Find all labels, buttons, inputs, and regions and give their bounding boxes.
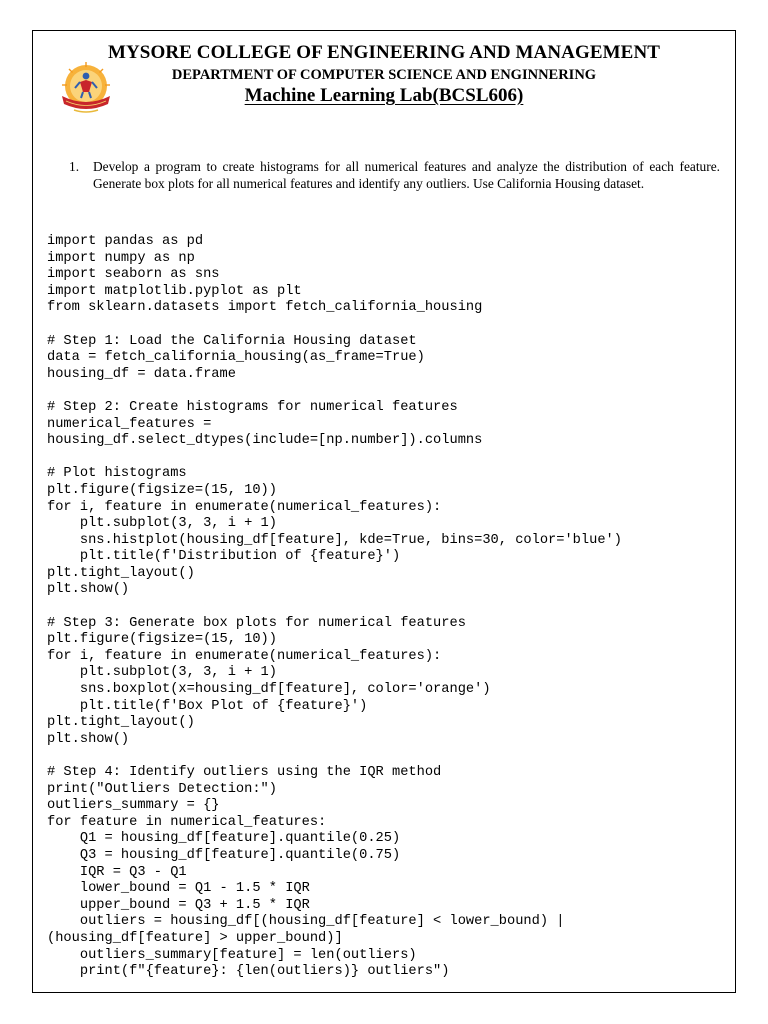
code-line: housing_df.select_dtypes(include=[np.number]).columns	[47, 433, 483, 449]
question-number: 1.	[69, 159, 80, 174]
code-line: # Step 3: Generate box plots for numerical features	[47, 615, 466, 631]
code-line: plt.figure(figsize=(15, 10))	[47, 632, 277, 648]
code-line: (housing_df[feature] > upper_bound)]	[47, 930, 343, 946]
code-line: outliers = housing_df[(housing_df[feature] < lower_bound) |	[47, 914, 565, 930]
code-line: housing_df = data.frame	[47, 366, 236, 382]
code-line: print(f"{feature}: {len(outliers)} outliers")	[47, 964, 450, 980]
code-line: import pandas as pd	[47, 234, 204, 249]
code-line: print("Outliers Detection:")	[47, 781, 277, 797]
code-line: # Step 1: Load the California Housing dataset	[47, 333, 417, 349]
code-line: for i, feature in enumerate(numerical_features):	[47, 648, 442, 664]
code-line: for i, feature in enumerate(numerical_features):	[47, 499, 442, 515]
code-line: import numpy as np	[47, 250, 195, 266]
code-line: Q1 = housing_df[feature].quantile(0.25)	[47, 831, 401, 847]
code-line: # Plot histograms	[47, 466, 187, 482]
lab-title: Machine Learning Lab(BCSL606)	[244, 85, 524, 106]
code-line: plt.title(f'Box Plot of {feature}')	[47, 698, 368, 714]
code-line: import seaborn as sns	[47, 267, 220, 283]
code-line: # Step 4: Identify outliers using the IQR method	[47, 765, 442, 780]
code-block	[47, 234, 622, 981]
code-line: plt.title(f'Distribution of {feature}')	[47, 549, 401, 565]
code-line: # Step 2: Create histograms for numerical features	[47, 399, 458, 415]
department-name: DEPARTMENT OF COMPUTER SCIENCE AND ENGINNERING	[171, 67, 597, 83]
code-line: outliers_summary = {}	[47, 798, 220, 814]
code-line: import matplotlib.pyplot as plt	[47, 283, 302, 299]
code-line: plt.subplot(3, 3, i + 1)	[47, 665, 277, 681]
code-line: lower_bound = Q1 - 1.5 * IQR	[47, 881, 310, 897]
code-line: plt.tight_layout()	[47, 565, 195, 581]
code-line: numerical_features =	[47, 416, 212, 432]
question-text: Develop a program to create histograms for all numerical features and analyze the distribution of each feature. Generate box plots for all numerical features and identify any outliers. Use California Housing dataset.	[93, 159, 720, 191]
code-line: from sklearn.datasets import fetch_california_housing	[47, 300, 483, 316]
code-line: IQR = Q3 - Q1	[47, 864, 187, 880]
code-line: plt.subplot(3, 3, i + 1)	[47, 516, 277, 532]
code-line: plt.tight_layout()	[47, 715, 195, 731]
code-line: sns.boxplot(x=housing_df[feature], color='orange')	[47, 682, 491, 698]
code-line: upper_bound = Q3 + 1.5 * IQR	[47, 897, 310, 913]
code-line: plt.figure(figsize=(15, 10))	[47, 482, 277, 498]
college-name: MYSORE COLLEGE OF ENGINEERING AND MANAGEMENT	[107, 42, 661, 63]
code-line: sns.histplot(housing_df[feature], kde=True, bins=30, color='blue')	[47, 532, 622, 548]
code-line: for feature in numerical_features:	[47, 814, 327, 830]
code-line: plt.show()	[47, 731, 130, 747]
code-line: plt.show()	[47, 582, 130, 598]
code-line: data = fetch_california_housing(as_frame=True)	[47, 350, 425, 366]
code-line: outliers_summary[feature] = len(outliers)	[47, 947, 417, 963]
code-line: Q3 = housing_df[feature].quantile(0.75)	[47, 847, 401, 863]
